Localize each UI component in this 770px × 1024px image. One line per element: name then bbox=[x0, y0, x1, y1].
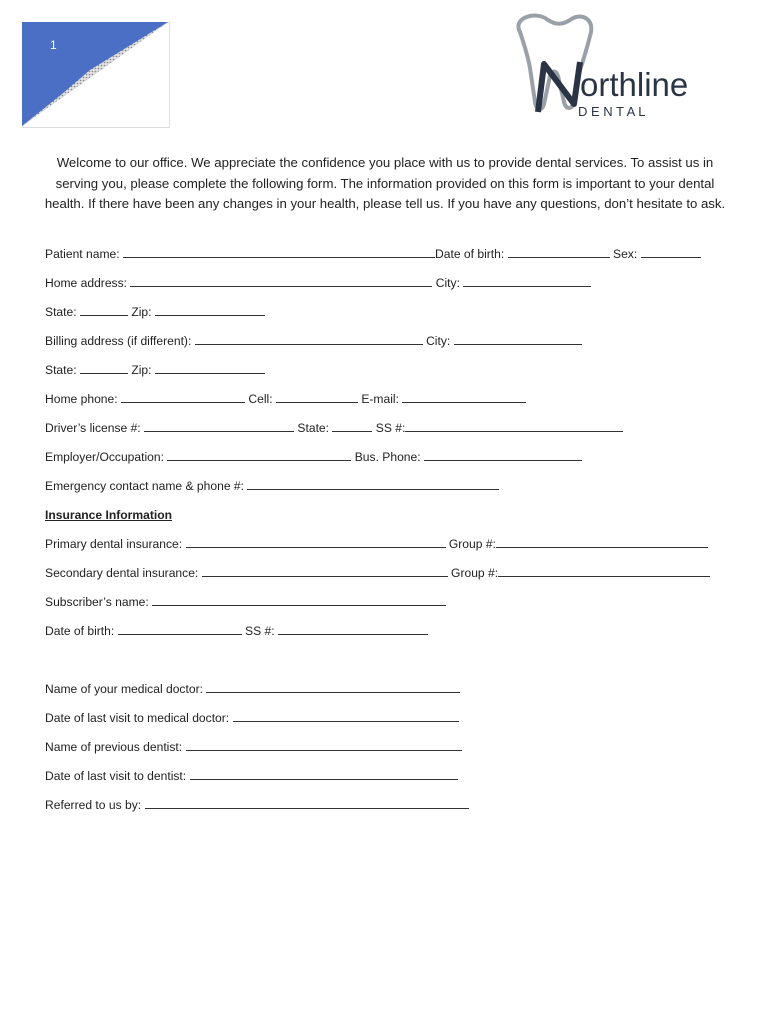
bus-phone-label: Bus. Phone: bbox=[354, 450, 421, 464]
row-state-zip-2 bbox=[45, 362, 265, 378]
row-employer bbox=[45, 449, 582, 465]
employer-field[interactable] bbox=[167, 449, 351, 461]
sex-field[interactable] bbox=[641, 246, 701, 258]
row-secondary-ins bbox=[45, 565, 710, 581]
primary-group-label: Group #: bbox=[448, 537, 496, 551]
drivers-license-field[interactable] bbox=[144, 420, 294, 432]
row-previous-dentist bbox=[45, 739, 462, 755]
last-visit-doctor-label: Date of last visit to medical doctor: bbox=[45, 711, 230, 725]
email-label: E-mail: bbox=[361, 392, 399, 406]
home-address-field[interactable] bbox=[130, 275, 432, 287]
last-visit-doctor-field[interactable] bbox=[233, 710, 459, 722]
emergency-field[interactable] bbox=[247, 478, 499, 490]
logo-wordmark: orthline bbox=[580, 66, 689, 103]
previous-dentist-field[interactable] bbox=[186, 739, 462, 751]
row-subscriber bbox=[45, 594, 446, 610]
row-referred bbox=[45, 797, 469, 813]
subscriber-dob-field[interactable] bbox=[118, 623, 242, 635]
row-last-visit-dentist bbox=[45, 768, 458, 784]
logo-subtitle: D E N T A L bbox=[578, 104, 646, 119]
row-subscriber-dob bbox=[45, 623, 428, 639]
billing-state-field[interactable] bbox=[80, 362, 128, 374]
license-state-field[interactable] bbox=[332, 420, 372, 432]
subscriber-ss-field[interactable] bbox=[278, 623, 428, 635]
row-home-address bbox=[45, 275, 591, 291]
patient-name-label: Patient name: bbox=[45, 247, 120, 261]
billing-city-field[interactable] bbox=[454, 333, 582, 345]
home-address-label: Home address: bbox=[45, 276, 128, 290]
page-corner-graphic bbox=[22, 22, 170, 128]
sex-label: Sex: bbox=[613, 247, 638, 261]
cell-label: Cell: bbox=[248, 392, 273, 406]
dob-field[interactable] bbox=[508, 246, 610, 258]
ss-label: SS #: bbox=[375, 421, 406, 435]
insurance-heading: Insurance Information bbox=[45, 508, 173, 522]
page-number: 1 bbox=[50, 38, 57, 52]
row-state-zip-1 bbox=[45, 304, 265, 320]
primary-group-field[interactable] bbox=[496, 536, 708, 548]
state-field[interactable] bbox=[80, 304, 128, 316]
referred-field[interactable] bbox=[145, 797, 469, 809]
row-emergency bbox=[45, 478, 499, 494]
bus-phone-field[interactable] bbox=[424, 449, 582, 461]
northline-dental-logo bbox=[508, 12, 698, 122]
state-label: State: bbox=[45, 305, 77, 319]
license-state-label: State: bbox=[297, 421, 330, 435]
secondary-group-label: Group #: bbox=[451, 566, 499, 580]
drivers-license-label: Driver’s license #: bbox=[45, 421, 141, 435]
secondary-group-field[interactable] bbox=[498, 565, 710, 577]
subscriber-field[interactable] bbox=[152, 594, 446, 606]
city-field[interactable] bbox=[463, 275, 591, 287]
last-visit-dentist-label: Date of last visit to dentist: bbox=[45, 769, 187, 783]
subscriber-dob-label: Date of birth: bbox=[45, 624, 115, 638]
primary-ins-field[interactable] bbox=[186, 536, 446, 548]
billing-address-field[interactable] bbox=[195, 333, 423, 345]
city-label: City: bbox=[435, 276, 460, 290]
row-last-visit-doctor bbox=[45, 710, 459, 726]
row-patient bbox=[45, 246, 701, 262]
patient-name-field[interactable] bbox=[123, 246, 435, 258]
medical-doctor-field[interactable] bbox=[206, 681, 460, 693]
row-phones bbox=[45, 391, 526, 407]
secondary-ins-field[interactable] bbox=[202, 565, 448, 577]
home-phone-label: Home phone: bbox=[45, 392, 118, 406]
billing-address-label: Billing address (if different): bbox=[45, 334, 192, 348]
billing-zip-field[interactable] bbox=[155, 362, 265, 374]
emergency-label: Emergency contact name & phone #: bbox=[45, 479, 244, 493]
email-field[interactable] bbox=[402, 391, 526, 403]
subscriber-ss-label: SS #: bbox=[245, 624, 275, 638]
dob-label: Date of birth: bbox=[435, 247, 505, 261]
ss-field[interactable] bbox=[405, 420, 623, 432]
row-license bbox=[45, 420, 623, 436]
row-billing bbox=[45, 333, 582, 349]
zip-label: Zip: bbox=[131, 305, 152, 319]
intro-paragraph: Welcome to our office. We appreciate the confidence you place with us to provide dental services. To assist us in serving you, please complete the following form. The information provided on this form is important to your dental health. If there have been any changes in your health, please tell us. If you have any questions, don’t hesitate to ask. bbox=[44, 155, 726, 212]
billing-zip-label: Zip: bbox=[131, 363, 152, 377]
row-medical-doctor bbox=[45, 681, 460, 697]
cell-field[interactable] bbox=[276, 391, 358, 403]
last-visit-dentist-field[interactable] bbox=[190, 768, 458, 780]
billing-state-label: State: bbox=[45, 363, 77, 377]
home-phone-field[interactable] bbox=[121, 391, 245, 403]
previous-dentist-label: Name of previous dentist: bbox=[45, 740, 183, 754]
employer-label: Employer/Occupation: bbox=[45, 450, 164, 464]
row-primary-ins bbox=[45, 536, 708, 552]
primary-ins-label: Primary dental insurance: bbox=[45, 537, 183, 551]
referred-label: Referred to us by: bbox=[45, 798, 142, 812]
subscriber-label: Subscriber’s name: bbox=[45, 595, 149, 609]
billing-city-label: City: bbox=[426, 334, 451, 348]
zip-field[interactable] bbox=[155, 304, 265, 316]
secondary-ins-label: Secondary dental insurance: bbox=[45, 566, 199, 580]
medical-doctor-label: Name of your medical doctor: bbox=[45, 682, 203, 696]
